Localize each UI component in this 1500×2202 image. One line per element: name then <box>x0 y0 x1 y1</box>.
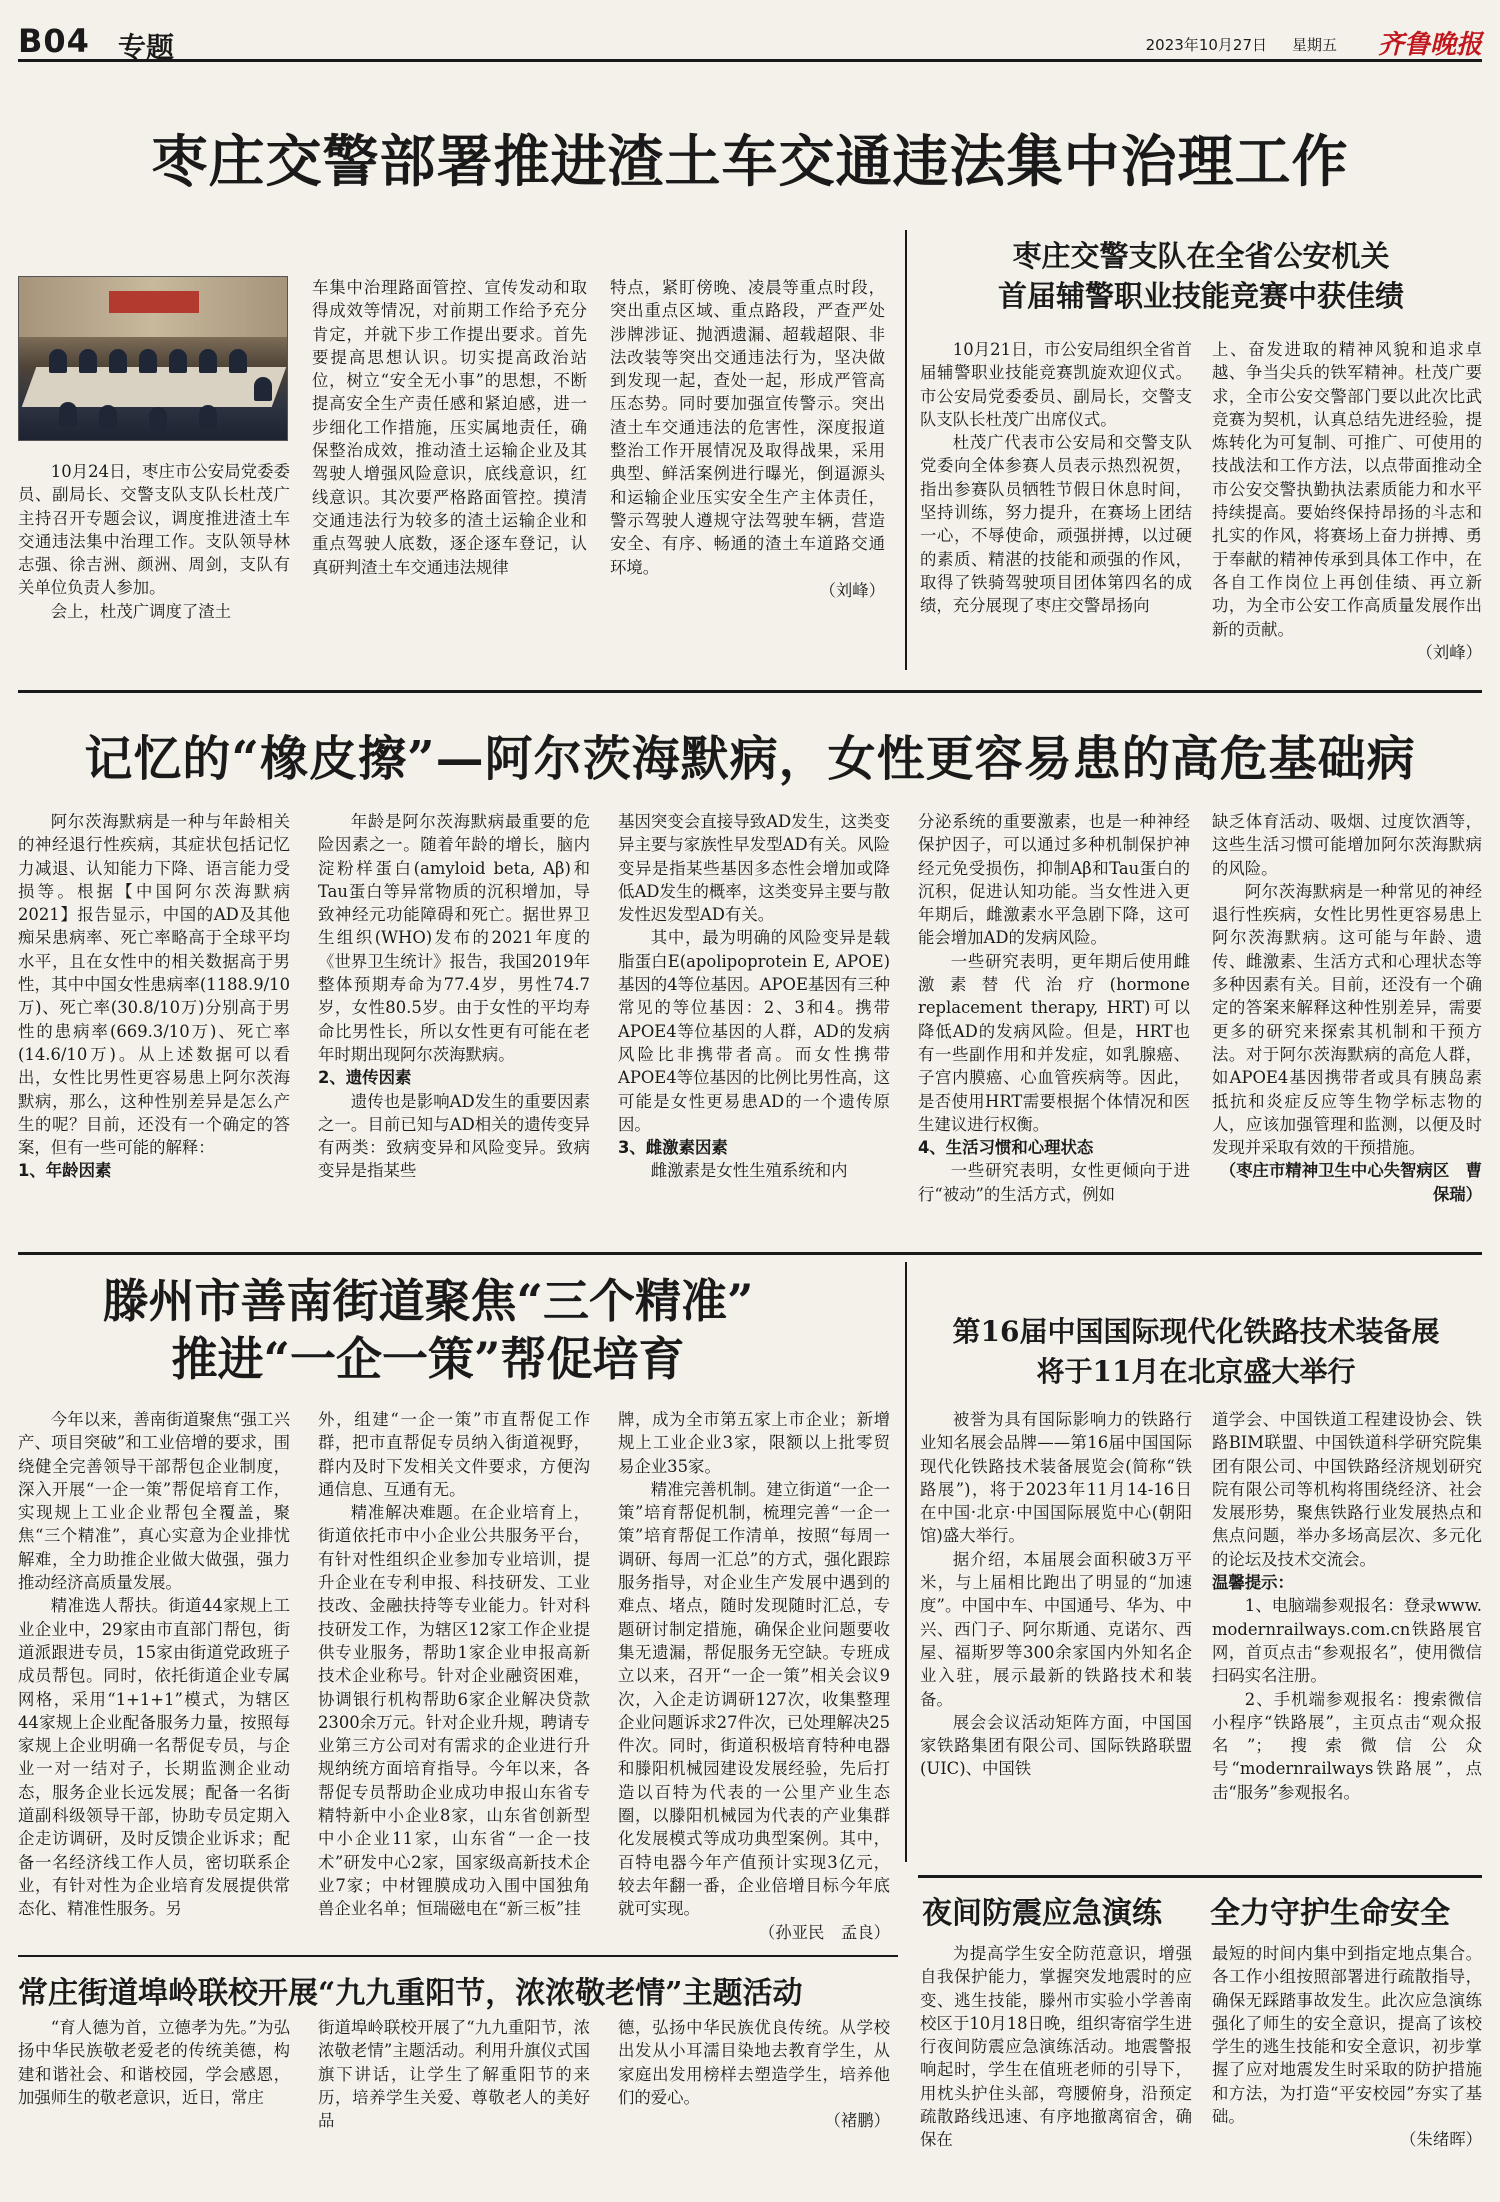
byline: （孙亚民 孟良） <box>758 1922 890 1942</box>
paragraph: 据介绍，本届展会面积破3万平米，与上届相比跑出了明显的“加速度”。中国中车、中国通号、华为、中兴、西门子、阿尔斯通、克诺尔、西屋、福斯罗等300余家国内外知名企业入驻，展示最新的铁路技术和装备。 <box>920 1549 1192 1709</box>
paragraph: 阿尔茨海默病是一种常见的神经退行性疾病，女性比男性更容易患上阿尔茨海默病。这可能与年龄、遗传、雌激素、生活方式和心理状态等多种因素有关。目前，还没有一个确定的答案来解释这种性别差异，需要更多的研究来探索其机制和干预方法。对于阿尔茨海默病的高危人群，如APOE4基因携带者或具有胰岛素抵抗和炎症反应等生物学标志物的人，应该加强管理和监测，以便及时发现并采取有效的干预措施。 <box>1212 881 1482 1158</box>
paragraph: 分泌系统的重要激素，也是一种神经保护因子，可以通过多种机制保护神经元免受损伤，抑制Aβ和Tau蛋白的沉积，促进认知功能。当女性进入更年期后，雌激素水平急剧下降，这可能会增加AD的发病风险。 <box>918 812 1190 948</box>
paragraph: 阿尔茨海默病是一种与年龄相关的神经退行性疾病，其症状包括记忆力减退、认知能力下降、语言能力受损等。根据【中国阿尔茨海默病2021】报告显示，中国的AD及其他痴呆患病率、死亡率略高于全球平均水平，且在女性中的相关数据高于男性，其中中国女性患病率(1188.9/10万)、死亡率(30.8/10万)分别高于男性的患病率(669.3/10万)、死亡率(14.6/10万)。从上述数据可以看出，女性比男性更容易患上阿尔茨海默病，那么，这种性别差异是怎么产生的呢？目前，还没有一个确定的答案，但有一些可能的解释： <box>18 812 290 1158</box>
section-divider <box>18 690 1482 693</box>
paragraph: 展会会议活动矩阵方面，中国国家铁路集团有限公司、国际铁路联盟(UIC)、中国铁 <box>920 1712 1192 1779</box>
article3-column-2 <box>318 810 590 1240</box>
section-divider <box>918 1875 1482 1878</box>
paragraph: 缺乏体育活动、吸烟、过度饮酒等，这些生活习惯可能增加阿尔茨海默病的风险。 <box>1212 812 1482 878</box>
subheading: 4、生活习惯和心理状态 <box>918 1138 1094 1158</box>
article3-column-3 <box>618 810 890 1240</box>
article2-headline-line2: 首届辅警职业技能竞赛中获佳绩 <box>997 279 1404 313</box>
paragraph: 为提高学生安全防范意识，增强自我保护能力，掌握突发地震时的应变、逃生技能，滕州市实验小学善南校区于10月18日晚，组织寄宿学生进行夜间防震应急演练活动。地震警报响起时，学生在值班老师的引导下，用枕头护住头部，弯腰俯身，沿预定疏散路线迅速、有序地撤离宿舍，确保在 <box>920 1944 1192 2150</box>
article7-column-1 <box>920 1942 1192 2197</box>
paragraph: 街道埠岭联校开展了“九九重阳节，浓浓敬老情”主题活动。利用升旗仪式国旗下讲话，让学生了解重阳节的来历，培养学生关爱、尊敬老人的美好品 <box>318 2018 590 2131</box>
paragraph: 10月24日，枣庄市公安局党委委员、副局长、交警支队支队长杜茂广主持召开专题会议，调度推进渣土车交通违法集中治理工作。支队领导林志强、徐吉洲、颜洲、周剑，支队有关单位负责人参加。 <box>18 462 290 598</box>
paragraph: 10月21日，市公安局组织全省首届辅警职业技能竞赛凯旋欢迎仪式。市公安局党委委员、副局长，交警支队支队长杜茂广出席仪式。 <box>920 340 1192 429</box>
article3-column-4 <box>918 810 1190 1240</box>
paragraph: 今年以来，善南街道聚焦“强工兴产、项目突破”和工业倍增的要求，围绕健全完善领导干部帮包企业制度，深入开展“一企一策”帮促培育工作，实现规上工业企业帮包全覆盖，聚焦“三个精准”，真心实意为企业排忧解难，全力助推企业做大做强，强力推动经济高质量发展。 <box>18 1410 290 1593</box>
paragraph: 车集中治理路面管控、宣传发动和取得成效等情况，对前期工作给予充分肯定，并就下步工作提出要求。首先要提高思想认识。切实提高政治站位，树立“安全无小事”的思想，不断提高安全生产责任感和紧迫感，进一步细化工作措施，压实属地责任，确保整治成效，推动渣土运输企业及其驾驶人增强风险意识，底线意识，红线意识。其次要严格路面管控。摸清交通违法行为较多的渣土运输企业和重点驾驶人底数，逐企逐车登记，认真研判渣土车交通违法规律 <box>312 278 587 577</box>
article5-column-2 <box>1212 1408 1482 1848</box>
issue-date: 2023年10月27日 <box>1145 36 1267 54</box>
paragraph: 牌，成为全市第五家上市企业；新增规上工业企业3家，限额以上批零贸易企业35家。 <box>618 1410 890 1476</box>
masthead <box>18 22 1482 62</box>
paragraph: 杜茂广代表市公安局和交警支队党委向全体参赛人员表示热烈祝贺，指出参赛队员牺牲节假日休息时间，坚持训练，努力提升，在赛场上团结一心，不辱使命，顽强拼搏，以过硬的素质、精湛的技能和顽强的作风，取得了铁骑驾驶项目团体第四名的成绩，充分展现了枣庄交警昂扬向 <box>920 433 1192 616</box>
article6-headline: 常庄街道埠岭联校开展“九九重阳节，浓浓敬老情”主题活动 <box>18 1976 803 2011</box>
paragraph: 基因突变会直接导致AD发生，这类变异主要与家族性早发型AD有关。风险变异是指某些基因多态性会增加或降低AD发生的概率，这类变异主要与散发性迟发型AD有关。 <box>618 812 890 925</box>
subheading: 3、雌激素因素 <box>618 1138 728 1158</box>
meeting-photo <box>18 276 288 441</box>
article2-column-1 <box>920 338 1192 668</box>
article6-column-1 <box>18 2016 290 2196</box>
page-code: B04 <box>18 22 90 60</box>
article2-headline-line1: 枣庄交警支队在全省公安机关 <box>1012 239 1390 273</box>
paragraph: 其中，最为明确的风险变异是载脂蛋白E(apolipoprotein E, APOE)基因的4等位基因。APOE基因有三种常见的等位基因：2、3和4。携带APOE4等位基因的人群，AD的发病风险比非携带者高。而女性携带APOE4等位基因的比例比男性高，这可能是女性更易患AD的一个遗传原因。 <box>618 928 890 1134</box>
issue-weekday: 星期五 <box>1291 36 1337 54</box>
paragraph: 特点，紧盯傍晚、凌晨等重点时段，突出重点区域、重点路段，严查严处涉牌涉证、抛洒遗漏、超载超限、非法改装等突出交通违法行为，坚决做到发现一起，查处一起，形成严管高压态势。同时要加强宣传警示。突出渣土车交通违法的危害性，深度报道整治工作开展情况及取得战果，采用典型、鲜活案例进行曝光，倒逼源头和运输企业压实安全生产主体责任，警示驾驶人遵规守法驾驶车辆，营造安全、有序、畅通的渣土车道路交通环境。 <box>610 278 885 577</box>
article4-column-1 <box>18 1408 290 1948</box>
section-divider <box>18 1955 898 1957</box>
paragraph: 年龄是阿尔茨海默病最重要的危险因素之一。随着年龄的增长，脑内淀粉样蛋白(amyloid beta, Aβ)和Tau蛋白等异常物质的沉积增加，导致神经元功能障碍和死亡。据世界卫生组织(WHO)发布的2021年度的《世界卫生统计》报告，我国2019年整体预期寿命为77.4岁，男性74.7岁，女性80.5岁。由于女性的平均寿命比男性长，所以女性更有可能在老年时期出现阿尔茨海默病。 <box>318 812 590 1064</box>
paragraph: 最短的时间内集中到指定地点集合。各工作小组按照部署进行疏散指导，确保无踩踏事故发生。此次应急演练强化了师生的安全意识，提高了该校学生的逃生技能和安全意识，初步掌握了应对地震发生时采取的防护措施和方法，为打造“平安校园”夯实了基础。 <box>1212 1944 1482 2127</box>
paragraph: 会上，杜茂广调度了渣土 <box>50 601 232 621</box>
article4-headline <box>18 1272 838 1388</box>
article5-headline-line2: 将于11月在北京盛大举行 <box>1036 1355 1356 1388</box>
paragraph: 精准完善机制。建立街道“一企一策”培育帮促机制，梳理完善“一企一策”培育帮促工作清单，按照“每周一调研、每周一汇总”的方式，强化跟踪服务指导，对企业生产发展中遇到的难点、堵点，随时发现随时汇总，专题研讨制定措施，确保企业问题要收集无遗漏，帮促服务无空缺。专班成立以来，召开“一企一策”相关会议9次，入企走访调研127次，收集整理企业问题诉求27件次，已处理解决25件次。同时，街道积极培育特种电器和滕阳机械园建设发展经验，先后打造以百特为代表的一公里产业生态圈，以滕阳机械园为代表的产业集群化发展模式等成功典型案例。其中，百特电器今年产值预计实现3亿元，较去年翻一番，企业倍增目标今年底就可实现。 <box>618 1479 890 1919</box>
paragraph: 精准解决难题。在企业培育上，街道依托市中小企业公共服务平台，有针对性组织企业参加专业培训，提升企业在专利申报、科技研发、工业技改、金融扶持等专业能力。针对科技研发工作，为辖区12家工作企业提供专业服务，帮助1家企业申报高新技术企业称号。针对企业融资困难，协调银行机构帮助6家企业解决贷款2300余万元。针对企业升规，聘请专业第三方公司对有需求的企业进行升规纳统方面培育指导。今年以来，各帮促专员帮助企业成功申报山东省专精特新中小企业8家，山东省创新型中小企业11家，山东省“一企一技术”研发中心2家，国家级高新技术企业7家；中材锂膜成功入围中国独角兽企业名单；恒瑞磁电在“新三板”挂 <box>318 1503 590 1919</box>
byline: （刘峰） <box>819 580 885 600</box>
article5-headline-line1: 第16届中国国际现代化铁路技术装备展 <box>952 1315 1440 1348</box>
article4-column-2 <box>318 1408 590 1948</box>
column-divider <box>905 230 907 670</box>
section-name: 专题 <box>118 31 175 64</box>
byline: （褚鹏） <box>824 2111 890 2131</box>
subheading: 2、遗传因素 <box>318 1068 412 1088</box>
article7-column-2 <box>1212 1942 1482 2197</box>
subheading: 1、年龄因素 <box>18 1161 112 1181</box>
article1-headline: 枣庄交警部署推进渣土车交通违法集中治理工作 <box>151 129 1349 195</box>
byline: （朱绪晖） <box>1400 2130 1482 2150</box>
article4-headline-line1: 滕州市善南街道聚焦“三个精准” <box>102 1274 754 1328</box>
article3-column-1 <box>18 810 290 1240</box>
article4-headline-line2: 推进“一企一策”帮促培育 <box>171 1332 685 1386</box>
paragraph: 雌激素是女性生殖系统和内 <box>650 1161 848 1181</box>
article4-column-3 <box>618 1408 890 1948</box>
paragraph: 德，弘扬中华民族优良传统。从学校出发从小耳濡目染地去教育学生，从家庭出发用榜样去塑造学生，培养他们的爱心。 <box>618 2018 890 2107</box>
paragraph: 精准选人帮扶。街道44家规上工业企业中，29家由市直部门帮包，街道派跟进专员，15家由街道党政班子成员帮包。同时，依托街道企业专属网格，采用“1+1+1”模式，为辖区44家规上企业配备服务力量，按照每家规上企业明确一名帮促专员，与企业一对一结对子，长期监测企业动态，服务企业长远发展；配备一名街道副科级领导干部，协助专员定期入企走访调研，及时反馈企业诉求；配备一名经济线工作人员，密切联系企业，有针对性为企业培育发展提供常态化、精准性服务。另 <box>18 1596 290 1919</box>
article1-column-2 <box>312 276 587 666</box>
paragraph: 外，组建“一企一策”市直帮促工作群，把市直帮促专员纳入街道视野，群内及时下发相关文件要求，方便沟通信息、互通有无。 <box>318 1410 590 1499</box>
article6-column-2 <box>318 2016 590 2196</box>
article7-headline-a: 夜间防震应急演练 <box>922 1896 1162 1931</box>
newspaper-logo: 齐鲁晚报 <box>1377 30 1482 60</box>
paragraph: 上、奋发进取的精神风貌和追求卓越、争当尖兵的铁军精神。杜茂广要求，全市公安交警部门要以此次比武竞赛为契机，认真总结先进经验，提炼转化为可复制、可推广、可使用的技战法和工作方法，以点带面推动全市公安交警执勤执法素质能力和水平持续提高。要始终保持昂扬的斗志和扎实的作风，将赛场上奋力拼搏、勇于奉献的精神传承到具体工作中，在各自工作岗位上再创佳绩、再立新功，为全市公安工作高质量发展作出新的贡献。 <box>1212 340 1482 639</box>
article1-column-1 <box>18 460 290 660</box>
section-divider <box>18 1252 1482 1255</box>
article3-headline: 记忆的“橡皮擦”—阿尔茨海默病，女性更容易患的高危基础病 <box>84 731 1416 787</box>
tip-item: 2、手机端参观报名：搜索微信小程序“铁路展”，主页点击“观众报名”；搜索微信公众号“modernrailways铁路展”，点击“服务”参观报名。 <box>1212 1689 1482 1802</box>
article3-column-5 <box>1212 810 1482 1240</box>
column-divider <box>905 1262 907 1862</box>
paragraph: 一些研究表明，更年期后使用雌激素替代治疗(hormone replacement therapy, HRT)可以降低AD的发病风险。但是，HRT也有一些副作用和并发症，如乳腺癌、子宫内膜癌、心血管疾病等。因此，是否使用HRT需要根据个体情况和医生建议进行权衡。 <box>918 951 1190 1134</box>
paragraph: 遗传也是影响AD发生的重要因素之一。目前已知与AD相关的遗传变异有两类：致病变异和风险变异。致病变异是指某些 <box>318 1091 590 1181</box>
article2-headline <box>920 236 1482 316</box>
article5-column-1 <box>920 1408 1192 1848</box>
article6-column-3 <box>618 2016 890 2196</box>
article2-column-2 <box>1212 338 1482 668</box>
paragraph: 被誉为具有国际影响力的铁路行业知名展会品牌——第16届中国国际现代化铁路技术装备展览会(简称“铁路展”)，将于2023年11月14-16日在中国·北京·中国国际展览中心(朝阳馆)盛大举行。 <box>920 1410 1192 1546</box>
tip-item: 1、电脑端参观报名：登录www.modernrailways.com.cn铁路展官网，首页点击“参观报名”，使用微信扫码实名注册。 <box>1212 1596 1482 1686</box>
byline: （枣庄市精神卫生中心失智病区 曹保瑞） <box>1219 1161 1482 1204</box>
tip-title: 温馨提示： <box>1212 1573 1294 1593</box>
article7-headline-b: 全力守护生命安全 <box>1210 1896 1450 1931</box>
article1-column-3 <box>610 276 885 666</box>
article5-headline <box>910 1312 1482 1392</box>
byline: （刘峰） <box>1416 642 1482 662</box>
paragraph: 一些研究表明，女性更倾向于进行“被动”的生活方式，例如 <box>918 1161 1190 1204</box>
paragraph: “育人德为首，立德孝为先。”为弘扬中华民族敬老爱老的传统美德，构建和谐社会、和谐校园，学会感恩，加强师生的敬老意识，近日，常庄 <box>18 2018 290 2107</box>
paragraph: 道学会、中国铁道工程建设协会、铁路BIM联盟、中国铁道科学研究院集团有限公司、中国铁路经济规划研究院有限公司等机构将围绕经济、社会发展形势，聚焦铁路行业发展热点和焦点问题，举办多场高层次、多元化的论坛及技术交流会。 <box>1212 1410 1482 1569</box>
